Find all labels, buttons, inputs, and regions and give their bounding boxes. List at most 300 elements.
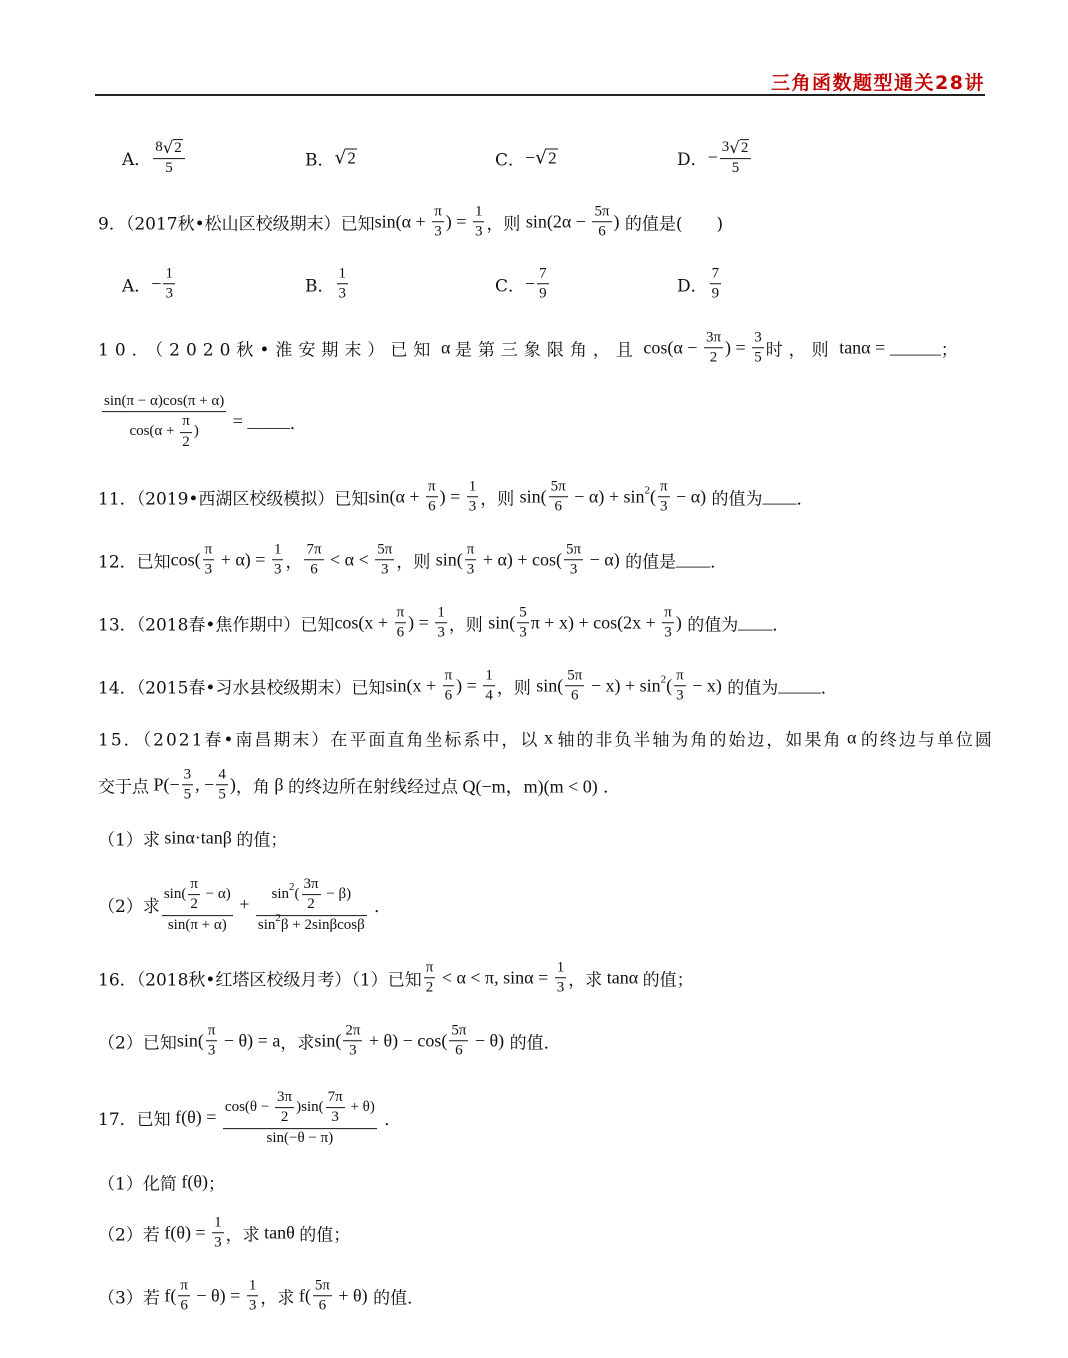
fraction-numerator [203,541,215,560]
math-expression: < α < π, sinα = [437,967,553,988]
text-run: ， [285,552,303,573]
fraction-numerator [432,203,444,222]
math-expression: f( [294,1285,311,1306]
math-expression: 3 [331,1109,339,1126]
fraction [206,1022,218,1060]
math-expression: 6 [310,561,318,578]
fraction-numerator [375,541,394,560]
math-expression: 1 [165,265,173,282]
math-expression: 3 [721,139,730,156]
math-expression: 3 [183,766,192,783]
math-expression: + α) = [216,549,270,570]
fraction-numerator [163,265,175,284]
fraction-numerator [102,393,226,412]
math-expression: < α < [325,549,374,570]
math-expression: 1 [338,265,346,282]
problem-9-option-c [495,265,551,303]
text-run: 的值为 [681,615,739,636]
fraction [247,1277,259,1315]
fraction-numerator [704,329,723,348]
fraction-denominator [188,895,200,913]
text-run: B． [305,276,335,297]
fraction-denominator [704,349,723,367]
math-expression: 4 [485,687,493,704]
fraction [435,604,447,642]
fraction-numerator [178,1277,190,1296]
fraction [313,1277,332,1315]
text-run: 的值是( ) [619,214,724,235]
math-expression: cos(θ − [224,1099,274,1116]
text-run: ； [207,1174,225,1195]
problem-8-option-b [305,146,357,171]
fraction [752,329,764,367]
fraction [375,541,394,579]
math-expression: + [234,894,254,915]
math-expression: cos( [170,549,201,570]
math-expression: sin(α + [374,211,431,232]
fraction-numerator [662,604,674,623]
math-expression: 3 [754,329,762,346]
fraction-numerator [435,604,447,623]
fraction [483,667,495,705]
text-run: ，角 [235,777,270,798]
fraction-denominator [483,687,495,705]
math-expression: 8 [155,139,163,156]
fraction-numerator [710,265,722,284]
fraction [162,876,233,934]
math-expression: , − [195,774,215,795]
text-run: ，求 [568,970,603,991]
math-expression: − [707,147,718,168]
fraction [304,541,323,579]
problem-9-stem [98,203,723,241]
radicand: 2 [347,148,356,168]
problem-17-question-1 [98,1170,225,1195]
fraction-numerator [304,541,323,560]
math-expression: 6 [571,687,579,704]
fraction [180,413,192,451]
math-expression: 6 [318,1297,327,1314]
problem-9-option-b [305,265,350,303]
fraction [720,139,752,177]
math-expression: α [842,727,861,748]
fraction [555,959,567,997]
fraction [395,604,407,642]
math-expression: sin(α + [368,486,425,507]
math-expression: 3 [381,561,389,578]
fraction [710,265,722,303]
text-run: ，则 [486,214,526,235]
math-expression: 1 [248,1277,257,1294]
math-expression: − [151,273,162,294]
text-run: ，求 [260,1288,295,1309]
fraction-denominator [658,498,670,516]
fraction [517,604,529,642]
fraction [212,1214,224,1252]
math-expression: ) [613,211,620,232]
problem-9-option-a [122,265,177,303]
text-run: D． [677,276,708,297]
fraction-denominator [275,1108,294,1126]
problem-17-stem [98,1089,401,1147]
math-expression: π [180,1277,188,1294]
math-expression: 3π [705,329,722,346]
fraction [537,265,549,303]
math-expression: ) [675,612,682,633]
math-expression: 3 [338,285,346,302]
fraction [443,667,455,705]
fraction-numerator [180,413,192,432]
fraction-numerator [153,139,185,159]
math-expression: 1 [437,604,445,621]
text-run: 时，则 [765,340,835,361]
text-run: ，则 [396,552,436,573]
problem-8-option-c [495,146,558,171]
math-expression: 2 [709,349,718,366]
fraction-denominator [375,561,394,579]
math-expression: 5 [731,159,740,176]
math-expression: sin( [488,612,516,633]
text-run: D． [677,150,708,171]
fraction-denominator [272,561,284,579]
fraction-numerator [302,876,321,895]
problem-15-stem-line-2 [98,766,620,804]
fraction [163,265,175,303]
fraction [674,667,686,705]
math-expression: − θ) = [191,1285,245,1306]
text-run: 的值是 [619,552,677,573]
fraction-numerator [483,667,495,686]
text-run: B． [305,150,335,171]
radical-sign: √ [535,147,548,169]
math-expression: tanα [602,967,643,988]
answer-blank: ____ [676,550,711,569]
math-expression: + θ) [333,1285,368,1306]
fraction-numerator [223,1089,377,1129]
math-expression: = [228,411,248,432]
math-expression: 6 [180,1297,188,1314]
fraction [153,139,185,177]
problem-16-question-1 [98,959,694,997]
math-expression: 3 [437,624,445,641]
math-expression: − α) + sin [569,486,645,507]
math-expression: π [676,667,684,684]
text-run: ． [820,678,838,699]
fraction-numerator [674,667,686,686]
fraction-denominator [465,561,477,579]
math-expression: 5 [519,604,527,621]
text-run: ． [368,897,392,918]
text-run: （1）化简 [98,1174,177,1195]
fraction-denominator [674,687,686,705]
fraction [188,876,200,914]
fraction-denominator [212,1234,224,1252]
fraction-numerator [326,1089,345,1108]
text-run: A． [122,276,152,297]
text-run: ． [289,414,307,435]
math-expression: 3 [273,561,282,578]
math-expression: 2 [280,1109,289,1126]
problem-10-part-2 [100,393,307,451]
math-expression: 5 [165,159,173,176]
fraction-denominator [203,561,215,579]
math-expression: + θ) − cos( [364,1030,448,1051]
math-expression: 1 [214,1214,222,1231]
math-expression: 5π [550,478,566,495]
math-expression: ( [666,675,673,696]
fraction-denominator [426,498,438,516]
fraction-numerator [443,667,455,686]
fraction-numerator [537,265,549,284]
math-expression: sin( [435,549,463,570]
math-expression: 5π [377,541,393,558]
fraction-numerator [424,959,436,978]
math-expression: )sin( [296,1099,324,1116]
text-run: 的值． [504,1033,561,1054]
math-expression: ) = [456,675,482,696]
problem-8-option-a [122,139,187,177]
square-root [163,139,183,157]
answer-blank: _____ [247,412,290,431]
text-run: ，求 [225,1225,260,1246]
math-expression: 5π [314,1277,330,1294]
text-run: 的值； [299,1225,351,1246]
math-expression: 6 [428,498,436,515]
text-run: 的值； [236,830,288,851]
text-run: ． [772,615,790,636]
fraction-denominator [216,786,228,804]
math-expression: f(θ) [176,1171,208,1192]
math-expression: − θ) [470,1030,505,1051]
fraction [549,478,568,516]
math-expression: 7π [327,1089,343,1106]
math-expression: 3 [519,624,527,641]
fraction [426,478,438,516]
math-expression: 3 [569,561,578,578]
answer-blank: ____ [738,613,773,632]
problem-11-stem [98,478,814,516]
math-expression: + θ) [346,1099,375,1116]
text-run: 的终边与单位圆 [860,730,994,751]
text-run: （2）求 [98,897,160,918]
math-expression: f( [159,1285,177,1306]
text-run: （3）若 [98,1288,160,1309]
text-run: （2）若 [98,1225,160,1246]
fraction-numerator [752,329,764,348]
fraction-denominator [337,285,349,303]
fraction [465,541,477,579]
fraction-numerator [592,203,611,222]
fraction-numerator [206,1022,218,1041]
math-expression: 3 [556,979,565,996]
math-expression: sin [257,916,276,933]
math-expression: 3 [214,1234,222,1251]
math-expression: 1 [556,959,565,976]
text-run: 9．（2017秋•松山区校级期末）已知 [98,214,375,235]
problem-10-stem [98,329,964,367]
superscript: 2 [660,673,667,685]
math-expression: π [659,478,668,495]
math-expression: 3 [468,498,477,515]
math-expression: P(− [149,774,180,795]
fraction-denominator [517,624,529,642]
problem-15-stem-line-1 [98,726,994,751]
math-expression: 2 [182,433,190,450]
fraction-numerator [658,478,670,497]
math-expression: π [396,604,405,621]
text-run: ． [796,489,814,510]
fraction-numerator [272,541,284,560]
fraction-denominator [592,223,611,241]
text-run: 10．（2020秋•淮安期末）已知 [98,340,437,361]
text-run: 的值． [367,1288,425,1309]
math-expression: sin(π + α) [167,916,227,933]
fraction-denominator [555,979,567,997]
fraction [182,766,194,804]
fraction-numerator [162,876,233,916]
fraction-denominator [473,223,485,241]
text-run: （1）求 [98,830,160,851]
text-run: 16．（2018秋•红塔区校级月考）（1）已知 [98,970,422,991]
fraction-denominator [153,159,185,177]
fraction [102,393,226,451]
math-expression: π [204,541,213,558]
answer-blank: ______ [889,338,941,357]
text-run: 的终边所在射线经过点 [287,777,458,798]
math-expression: ) = [445,211,471,232]
superscript: 2 [644,484,650,496]
fraction [473,203,485,241]
math-expression: f(θ) = [159,1222,211,1243]
fraction [275,1089,294,1127]
math-expression: 2 [190,896,198,913]
math-expression: − x) [687,675,722,696]
fraction [432,203,444,241]
math-expression: π [664,604,672,621]
math-expression: sin(−θ − π) [266,1129,334,1146]
math-expression: 6 [554,498,562,515]
math-expression: 2π [345,1022,361,1039]
text-run: 交于点 [98,777,149,798]
square-root [535,148,557,168]
text-run: 是第三象限角，且 [454,340,639,361]
fraction-numerator [564,541,583,560]
problem-9-option-d [677,265,723,303]
math-expression: 3 [204,561,213,578]
math-expression: 9 [711,285,720,302]
text-run: A． [122,150,152,171]
text-run: 17．已知 [98,1110,171,1131]
fraction-numerator [343,1022,362,1041]
fraction-denominator [162,916,233,934]
math-expression: − β) [322,886,352,903]
math-expression: 7π [306,541,322,558]
fraction [662,604,674,642]
fraction-numerator [275,1089,294,1108]
math-expression: − α) [201,886,231,903]
math-expression: 3 [466,561,475,578]
radical-sign: √ [334,147,347,169]
math-expression: ) = [439,486,465,507]
math-expression: sin( [314,1030,342,1051]
math-expression: π [182,413,190,430]
math-expression: 9 [539,285,547,302]
fraction [178,1277,190,1315]
math-expression: π [434,203,442,220]
text-run: 11．（2019•西湖区校级模拟）已知 [98,489,369,510]
math-expression: − x) + sin [586,675,661,696]
math-expression: 5 [183,786,192,803]
math-expression: 2 [307,896,315,913]
problem-17-question-3 [98,1277,424,1315]
fraction-denominator [247,1297,259,1315]
text-run: （2）已知 [98,1033,177,1054]
fraction-denominator [206,1042,218,1060]
math-expression: β + 2sinβcosβ [280,916,365,933]
fraction-denominator [662,624,674,642]
fraction-numerator [247,1277,259,1296]
fraction-numerator [549,478,568,497]
text-run: 15．（2021春•南昌期末）在平面直角坐标系中，以 [98,730,540,751]
fraction-denominator [549,498,568,516]
square-root [729,139,749,157]
math-expression: 1 [468,478,477,495]
math-expression: ( [649,486,656,507]
math-expression: cos(x + [334,612,393,633]
fraction [565,667,584,705]
fraction-denominator [302,895,321,913]
fraction [216,766,228,804]
fraction [326,1089,345,1127]
text-run: ，求 [280,1033,315,1054]
text-run: 12．已知 [98,552,171,573]
math-expression: 3π [303,876,319,893]
math-expression: π + x) + cos(2x + [530,612,661,633]
math-expression: ) = [725,337,751,358]
fraction [704,329,723,367]
fraction-numerator [216,766,228,785]
fraction-numerator [565,667,584,686]
fraction-denominator [182,786,194,804]
fraction [658,478,670,516]
text-run: C． [495,276,526,297]
fraction [223,1089,377,1147]
text-run: 轴的非负半轴为角的始边，如果角 [557,730,843,751]
math-expression: π [466,541,475,558]
math-expression: 3 [207,1042,216,1059]
fraction-denominator [435,624,447,642]
superscript: 2 [275,911,281,924]
math-expression: 3 [165,285,173,302]
math-expression: sin(2α − [525,211,591,232]
fraction-numerator [449,1022,468,1041]
text-run: 的值为 [706,489,763,510]
math-expression: π [207,1022,216,1039]
problem-15-question-2 [98,876,391,934]
fraction-numerator [426,478,438,497]
math-expression: 4 [218,766,226,783]
math-expression: sin(x + [385,675,441,696]
math-expression: 3 [248,1297,257,1314]
fraction-denominator [565,687,584,705]
fraction-numerator [188,876,200,895]
math-expression: ) = [408,612,434,633]
math-expression: 3 [349,1042,357,1059]
radical-sign: √ [162,138,174,158]
math-expression: sinα·tanβ [159,827,237,848]
fraction [203,541,215,579]
header-title: 三角函数题型通关28讲 [771,72,985,94]
